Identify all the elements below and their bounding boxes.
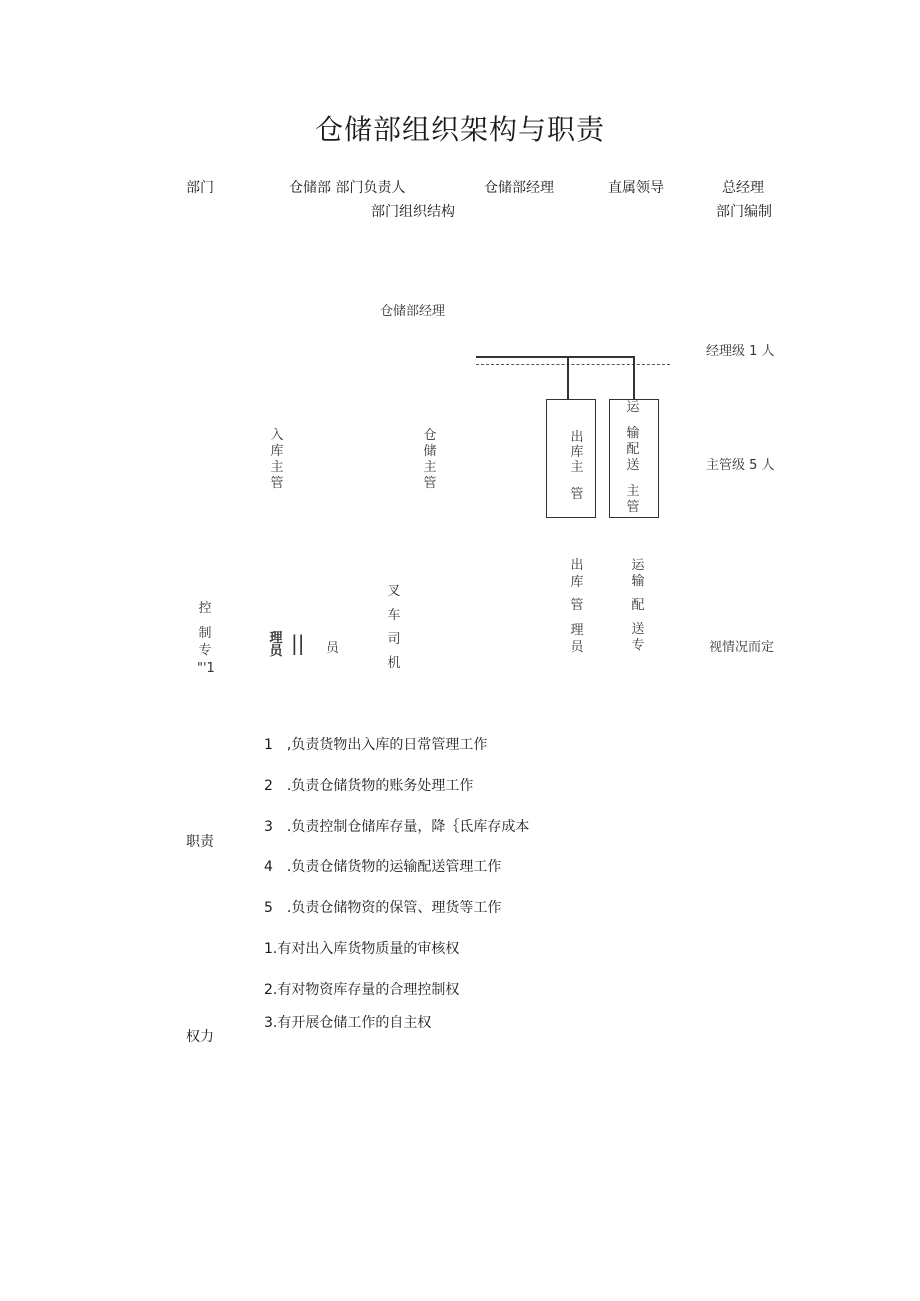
transport-supervisor: 运 输 配 送 主 管 [626, 400, 640, 515]
duties-label: 职责 [186, 834, 214, 850]
direct-leader-value: 总经理 [722, 180, 764, 196]
connector-dashed [476, 364, 670, 365]
staff-control-extra: "'1 [197, 661, 215, 676]
direct-leader-label: 直属领导 [608, 180, 664, 196]
connector-horizontal [476, 356, 634, 358]
right-item-1: 1.有对出入库货物质量的审核权 [264, 941, 460, 957]
structure-label: 部门组织结构 [371, 204, 455, 220]
staff-inbound-bars: || [291, 631, 305, 655]
duty-item-4: 4 .负责仓储货物的运输配送管理工作 [264, 859, 502, 875]
dept-value: 仓储部 部门负责人 [289, 180, 406, 196]
page-title: 仓储部组织架构与职责 [314, 113, 605, 146]
duty-item-2: 2 .负责仓储货物的账务处理工作 [264, 778, 474, 794]
staffing-label: 部门编制 [716, 204, 772, 220]
right-item-3: 3.有开展仓储工作的自主权 [264, 1015, 432, 1031]
level-staff: 视情况而定 [709, 640, 775, 655]
right-item-2: 2.有对物资库存量的合理控制权 [264, 982, 460, 998]
rights-label: 权力 [186, 1029, 214, 1045]
level-supervisor: 主管级 5 人 [706, 458, 775, 473]
storage-supervisor: 仓 储 主 管 [423, 428, 437, 491]
org-top-node: 仓储部经理 [380, 304, 446, 319]
dept-head-value: 仓储部经理 [484, 180, 554, 196]
staff-control: 控 制 专 [198, 601, 212, 658]
staff-forklift: 叉 车 司 机 [387, 584, 401, 671]
staff-outbound: 出 库 管 理 员 [570, 558, 584, 655]
connector-transport [633, 356, 635, 400]
duty-item-5: 5 .负责仓储物资的保管、理货等工作 [264, 900, 502, 916]
connector-outbound [567, 356, 569, 400]
outbound-supervisor: 出 库 主 管 [570, 430, 584, 502]
level-manager: 经理级 1 人 [706, 344, 775, 359]
staff-inbound: 理 员 [269, 631, 283, 659]
dept-label: 部门 [186, 180, 214, 196]
staff-transport: 运 输 配 送 专 [631, 558, 645, 653]
staff-inbound-2: 员 [326, 641, 340, 656]
inbound-supervisor: 入 库 主 管 [270, 428, 284, 491]
duty-item-3: 3 .负责控制仓储库存量，降｛氐库存成本 [264, 819, 530, 835]
duty-item-1: 1 ,负责货物出入库的日常管理工作 [264, 737, 488, 753]
